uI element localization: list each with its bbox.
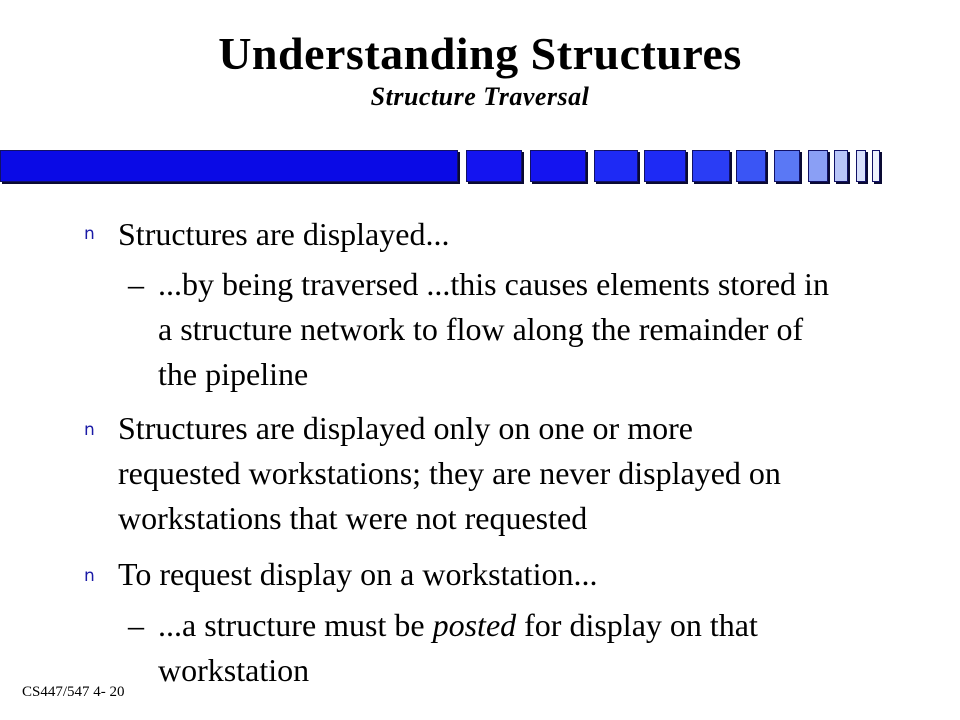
sub-bullet-text: a structure network to flow along the remainder of	[158, 311, 804, 347]
slide-footer: CS447/547 4- 20	[22, 684, 125, 700]
sub-bullet-text-part: ...a structure must be	[158, 607, 433, 643]
sub-bullet-text: workstation	[158, 652, 310, 688]
sub-bullet-text-part: for display on that	[516, 607, 758, 643]
bullet-text: Structures are displayed only on one or more	[118, 410, 693, 446]
bullet-text: workstations that were not requested	[118, 500, 588, 536]
emphasis-text: posted	[432, 607, 517, 643]
sub-bullet-text: the pipeline	[158, 356, 309, 392]
square-bullet-icon: n	[84, 224, 95, 244]
bullet-text: requested workstations; they are never displayed on	[118, 455, 781, 491]
dash-marker: –	[128, 266, 144, 302]
slide-subtitle: Structure Traversal	[370, 82, 590, 111]
slide-title: Understanding Structures	[218, 28, 742, 79]
sub-bullet-text: ...by being traversed ...this causes elements stored in	[158, 266, 829, 302]
sub-bullet-text	[158, 607, 758, 643]
dash-marker: –	[128, 607, 144, 643]
bullet-text: To request display on a workstation...	[118, 556, 598, 592]
square-bullet-icon: n	[84, 566, 95, 586]
bullet-text: Structures are displayed...	[118, 216, 450, 252]
square-bullet-icon: n	[84, 420, 95, 440]
